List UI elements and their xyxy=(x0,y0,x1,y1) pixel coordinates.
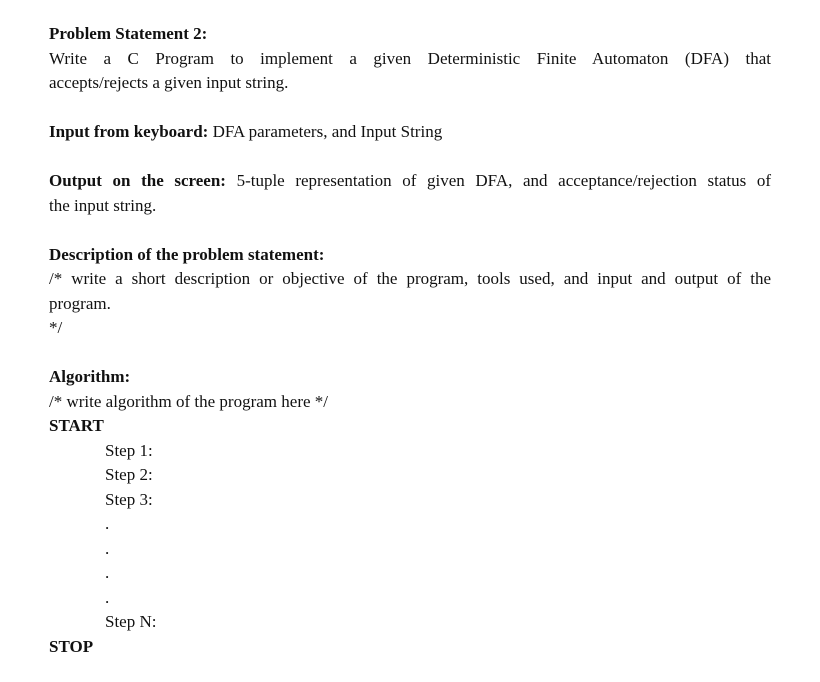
ellipsis-dot: . xyxy=(105,514,110,533)
algorithm-comment: /* write algorithm of the program here */ xyxy=(49,391,328,411)
description-text-line-1: /* write a short description or objective of the program, tools used, and input and output of the xyxy=(49,269,771,288)
spacer xyxy=(49,341,771,366)
spacer xyxy=(49,96,771,121)
ellipsis-dot: . xyxy=(105,587,110,607)
input-text: DFA parameters, and Input String xyxy=(208,122,443,141)
input-line xyxy=(49,120,771,145)
document-body xyxy=(49,22,771,659)
description-text-line-2: program. xyxy=(49,293,111,313)
algorithm-last-step: Step N: xyxy=(105,612,157,631)
algorithm-step: Step 1: xyxy=(105,440,153,460)
ellipsis-dot: . xyxy=(105,563,110,582)
spacer xyxy=(49,145,771,170)
input-label: Input from keyboard: xyxy=(49,122,209,141)
problem-text-line-1: Write a C Program to implement a given Deterministic Finite Automaton (DFA) that xyxy=(49,48,771,68)
output-text-line-1: 5-tuple representation of given DFA, and acceptance/rejection status of xyxy=(225,171,771,190)
algorithm-stop: STOP xyxy=(49,636,94,656)
output-text-line-2: the input string. xyxy=(49,195,157,215)
spacer xyxy=(49,218,771,243)
problem-text-line-2: accepts/rejects a given input string. xyxy=(49,73,289,92)
output-line-1 xyxy=(49,169,771,194)
description-text-line-3: */ xyxy=(49,318,63,337)
algorithm-heading: Algorithm: xyxy=(49,367,131,386)
algorithm-step: Step 3: xyxy=(105,489,153,509)
description-heading: Description of the problem statement: xyxy=(49,244,325,264)
algorithm-start: START xyxy=(49,416,104,435)
problem-heading: Problem Statement 2: xyxy=(49,24,208,43)
algorithm-step: Step 2: xyxy=(105,465,153,484)
ellipsis-dot: . xyxy=(105,538,110,558)
output-label: Output on the screen: xyxy=(49,171,226,190)
